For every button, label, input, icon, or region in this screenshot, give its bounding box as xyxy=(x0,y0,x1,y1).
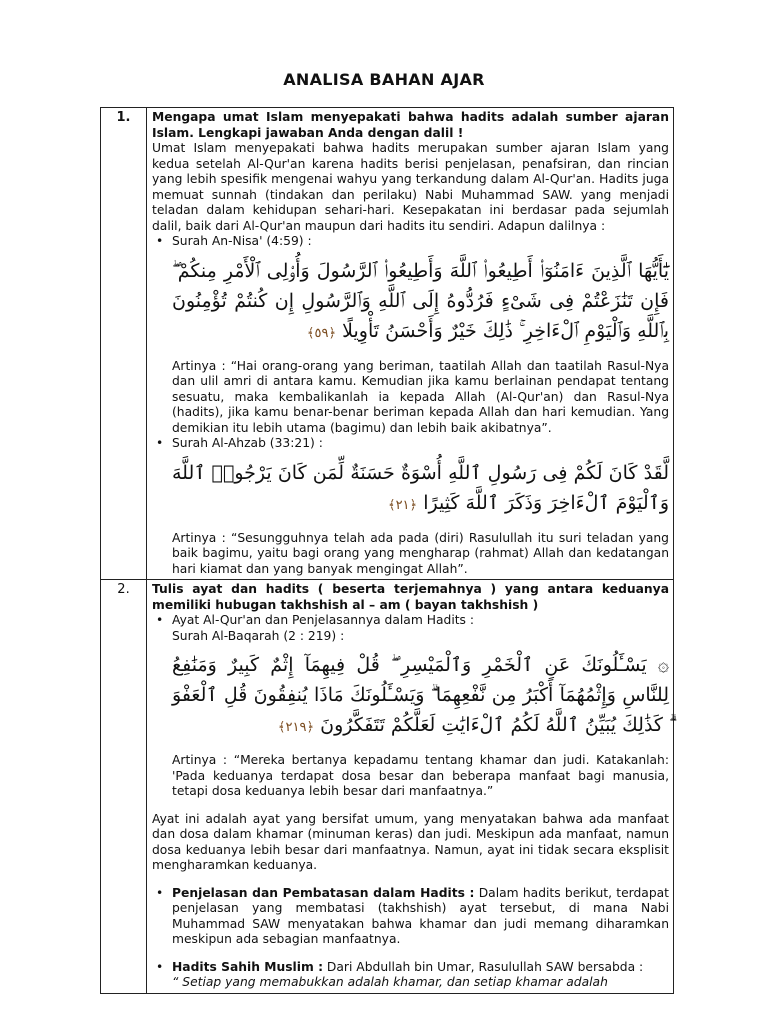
list-item xyxy=(172,960,669,991)
table-row xyxy=(101,580,674,994)
row-content xyxy=(147,580,674,994)
row-number: 2. xyxy=(101,580,147,994)
surah-label: Surah Al-Baqarah (2 : 219) : xyxy=(172,628,345,643)
arabic-verse: يَٰٓأَيُّهَا ٱلَّذِينَ ءَامَنُوٓا۟ أَطِيعُوا۟ ٱللَّهَ وَأَطِيعُوا۟ ٱلرَّسُولَ وَأُو۟لِى ٱلْأَمْرِ مِنكُمْ ۖ فَإِن تَنَٰزَعْتُمْ فِى شَىْءٍ فَرُدُّوهُ إِلَى ٱللَّهِ وَٱلرَّسُولِ إِن كُنتُمْ تُؤْمِنُونَ بِٱللَّهِ وَٱلْيَوْمِ ٱلْءَاخِرِ ۚ ذَٰلِكَ خَيْرٌ وَأَحْسَنُ تَأْوِيلًا ﴿٥٩﴾ xyxy=(172,259,669,342)
question-text: Tulis ayat dan hadits ( beserta terjemahnya ) yang antara keduanya memiliki hubugan takhshish al – am ( bayan takhshish ) xyxy=(152,582,669,612)
translation-text: Artinya : “Hai orang-orang yang beriman, taatilah Allah dan taatilah Rasul-Nya dan ulil amri di antara kamu. Kemudian jika kamu berlainan pendapat tentang sesuatu, maka kembalikanlah ia kepada Allah (Al-Qur'an) dan Rasul-Nya (hadits), jika kamu benar-benar beriman kepada Allah dan hari kemudian. Yang demikian itu lebih utama (bagimu) dan lebih baik akibatnya”. xyxy=(172,358,669,435)
ayah-number: ﴿٢١٩﴾ xyxy=(277,720,315,735)
bullet-heading: Penjelasan dan Pembatasan dalam Hadits : xyxy=(172,885,475,900)
bullet-heading: Hadits Sahih Muslim : xyxy=(172,959,323,974)
arabic-verse: ۞ يَسْـَٔلُونَكَ عَنِ ٱلْخَمْرِ وَٱلْمَيْسِرِ ۖ قُلْ فِيهِمَآ إِثْمٌ كَبِيرٌ وَمَنَٰفِعُ لِلنَّاسِ وَإِثْمُهُمَآ أَكْبَرُ مِن نَّفْعِهِمَا ۗ وَيَسْـَٔلُونَكَ مَاذَا يُنفِقُونَ قُلِ ٱلْعَفْوَ ۗ كَذَٰلِكَ يُبَيِّنُ ٱللَّهُ لَكُمُ ٱلْءَايَٰتِ لَعَلَّكُمْ تَتَفَكَّرُونَ ﴿٢١٩﴾ xyxy=(172,654,669,736)
answer-text: Umat Islam menyepakati bahwa hadits merupakan sumber ajaran Islam yang kedua setelah Al-Qur'an karena hadits berisi penjelasan, penafsiran, dan rincian yang lebih spesifik mengenai wahyu yang terkandung dalam Al-Qur'an. Hadits juga memuat sunnah (tindakan dan perilaku) Nabi Muhammad SAW. yang menjadi teladan dalam kehidupan sehari-hari. Kesepakatan ini berdasar pada sejumlah dalil, baik dari Al-Qur'an maupun dari hadits itu sendiri. Adapun dalilnya : xyxy=(152,141,669,233)
list-item xyxy=(172,613,669,800)
surah-label: Surah An-Nisa' (4:59) : xyxy=(172,234,312,248)
bullet-text: Dari Abdullah bin Umar, Rasulullah SAW bersabda : xyxy=(323,959,644,974)
list-item xyxy=(172,234,669,436)
analysis-table xyxy=(100,107,674,994)
page-title: ANALISA BAHAN AJAR xyxy=(283,70,485,89)
translation-text: Artinya : “Sesungguhnya telah ada pada (diri) Rasulullah itu suri teladan yang baik bagimu, yaitu bagi orang yang mengharap (rahmat) Allah dan kedatangan hari kiamat dan yang banyak mengingat Allah”. xyxy=(172,530,669,576)
ayah-number: ﴿٢١﴾ xyxy=(387,497,418,513)
row-content xyxy=(147,108,674,580)
question-text: Mengapa umat Islam menyepakati bahwa hadits adalah sumber ajaran Islam. Lengkapi jawaban Anda dengan dalil ! xyxy=(152,110,669,140)
table-row xyxy=(101,108,674,580)
list-item xyxy=(172,436,669,577)
explanation-paragraph: Ayat ini adalah ayat yang bersifat umum, yang menyatakan bahwa ada manfaat dan dosa dalam khamar (minuman keras) dan judi. Meskipun ada manfaat, namun dosa keduanya lebih besar dari manfaatnya. Namun, ayat ini tidak secara eksplisit mengharamkan keduanya. xyxy=(152,811,669,872)
translation-text: Artinya : “Mereka bertanya kepadamu tentang khamar dan judi. Katakanlah: 'Pada keduanya terdapat dosa besar dan beberapa manfaat bagi manusia, tetapi dosa keduanya lebih besar dari manfaatnya.” xyxy=(172,753,669,798)
surah-label: Surah Al-Ahzab (33:21) : xyxy=(172,436,323,450)
ayah-number: ﴿٥٩﴾ xyxy=(306,325,337,341)
bullet-text: Dalam hadits berikut, terdapat penjelasan yang membatasi (takhshish) ayat tersebut, di mana Nabi Muhammad SAW menyatakan bahwa khamar dan judi memang diharamkan meskipun ada sebagian manfaatnya. xyxy=(172,885,669,946)
item-label: Ayat Al-Qur'an dan Penjelasannya dalam Hadits : xyxy=(172,613,475,627)
row-number: 1. xyxy=(101,108,147,580)
arabic-verse: لَّقَدْ كَانَ لَكُمْ فِى رَسُولِ ٱللَّهِ أُسْوَةٌ حَسَنَةٌ لِّمَن كَانَ يَرْجُوا۟ ٱللَّهَ وَٱلْيَوْمَ ٱلْءَاخِرَ وَذَكَرَ ٱللَّهَ كَثِيرًا ﴿٢١﴾ xyxy=(172,461,669,514)
list-item xyxy=(172,886,669,948)
hadith-quote: “ Setiap yang memabukkan adalah khamar, dan setiap khamar adalah xyxy=(172,975,608,989)
